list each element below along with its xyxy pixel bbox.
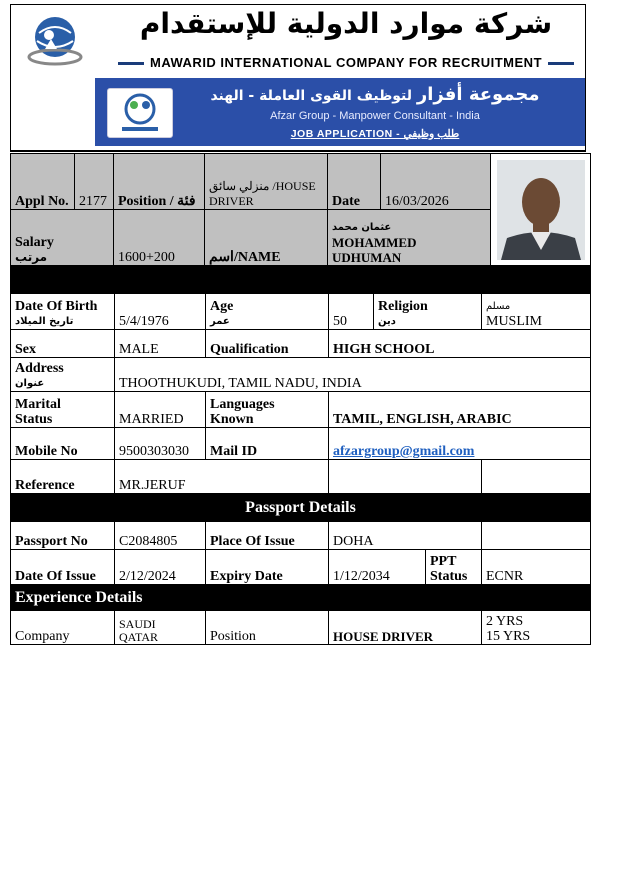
qualification-label: Qualification <box>206 330 329 358</box>
ppt-status-label: PPT Status <box>430 554 468 584</box>
experience-position-label: Position <box>206 611 329 645</box>
globe-logo-icon <box>25 11 85 71</box>
company-label: Company <box>11 611 115 645</box>
group-banner-row <box>10 76 586 152</box>
appl-no-label: Appl No. <box>11 154 75 210</box>
reference-value: MR.JERUF <box>115 460 329 494</box>
date-of-issue-value: 2/12/2024 <box>115 550 206 585</box>
group-name-arabic-main: مجموعة أفزار <box>416 84 540 105</box>
marital-status-label: Marital Status <box>11 392 115 428</box>
position-value: منزلي سائق /HOUSE DRIVER <box>205 154 328 210</box>
passport-no-label: Passport No <box>11 522 115 550</box>
dob-label: Date Of Birth تاريخ الميلاد <box>11 294 115 330</box>
application-summary-table <box>10 153 591 266</box>
qualification-value: HIGH SCHOOL <box>329 330 591 358</box>
personal-details-table <box>10 265 591 645</box>
afzar-logo-icon <box>107 88 173 138</box>
place-of-issue-label: Place Of Issue <box>206 522 329 550</box>
appl-no-value: 2177 <box>75 154 114 210</box>
age-value: 50 <box>329 294 374 330</box>
mobile-value: 9500303030 <box>115 428 206 460</box>
date-value: 16/03/2026 <box>381 154 491 210</box>
mail-value <box>329 428 591 460</box>
passport-no-value: C2084805 <box>115 522 206 550</box>
applicant-photo <box>491 154 591 266</box>
date-of-issue-label: Date Of Issue <box>11 550 115 585</box>
marital-status-value: MARRIED <box>115 392 206 428</box>
ppt-status-value: ECNR <box>482 550 591 585</box>
company-value: SAUDI QATAR <box>115 611 206 645</box>
experience-position-value: HOUSE DRIVER <box>329 611 482 645</box>
salary-label: Salary مرتب <box>11 210 114 266</box>
place-of-issue-value: DOHA <box>329 522 482 550</box>
company-name-arabic: شركة موارد الدولية للإستقدام <box>139 7 553 40</box>
group-name-arabic-sub: لتوظيف القوى العاملة - الهند <box>210 88 413 104</box>
name-label: اسم/NAME <box>205 210 328 266</box>
mail-label: Mail ID <box>206 428 329 460</box>
expiry-date-value: 1/12/2034 <box>329 550 426 584</box>
group-name-english: Afzar Group - Manpower Consultant - India <box>270 110 480 122</box>
applicant-photo-image <box>497 160 585 260</box>
religion-label: Religion دين <box>374 294 482 330</box>
age-label: Age عمر <box>206 294 329 330</box>
address-label: Address عنوان <box>11 358 115 392</box>
passport-blank <box>482 522 591 550</box>
group-banner <box>95 78 585 146</box>
black-separator-bar <box>11 266 591 294</box>
dob-value: 5/4/1976 <box>115 294 206 330</box>
position-label: Position / فئة <box>114 154 205 210</box>
experience-years-value: 2 YRS 15 YRS <box>482 611 591 645</box>
email-link[interactable]: afzargroup@gmail.com <box>333 444 475 459</box>
company-name-english: MAWARID INTERNATIONAL COMPANY FOR RECRUITMENT <box>111 55 581 70</box>
passport-details-heading: Passport Details <box>11 494 591 522</box>
reference-blank-1 <box>329 460 482 494</box>
company-header <box>10 4 586 76</box>
languages-label: Languages Known <box>206 392 329 428</box>
expiry-date-label: Expiry Date <box>206 550 329 585</box>
reference-blank-2 <box>482 460 591 494</box>
languages-value: TAMIL, ENGLISH, ARABIC <box>329 392 591 428</box>
name-value: عثمان محمد MOHAMMED UDHUMAN <box>328 210 491 266</box>
expiry-date-cell <box>329 550 482 585</box>
sex-value: MALE <box>115 330 206 358</box>
religion-value: مسلم MUSLIM <box>482 294 591 330</box>
group-name-arabic <box>175 84 575 105</box>
job-application-title: JOB APPLICATION - طلب وظيفي <box>290 128 460 140</box>
sex-label: Sex <box>11 330 115 358</box>
address-value: THOOTHUKUDI, TAMIL NADU, INDIA <box>115 358 591 392</box>
reference-label: Reference <box>11 460 115 494</box>
experience-details-heading: Experience Details <box>11 585 591 611</box>
mobile-label: Mobile No <box>11 428 115 460</box>
salary-value: 1600+200 <box>114 210 205 266</box>
date-label: Date <box>328 154 381 210</box>
